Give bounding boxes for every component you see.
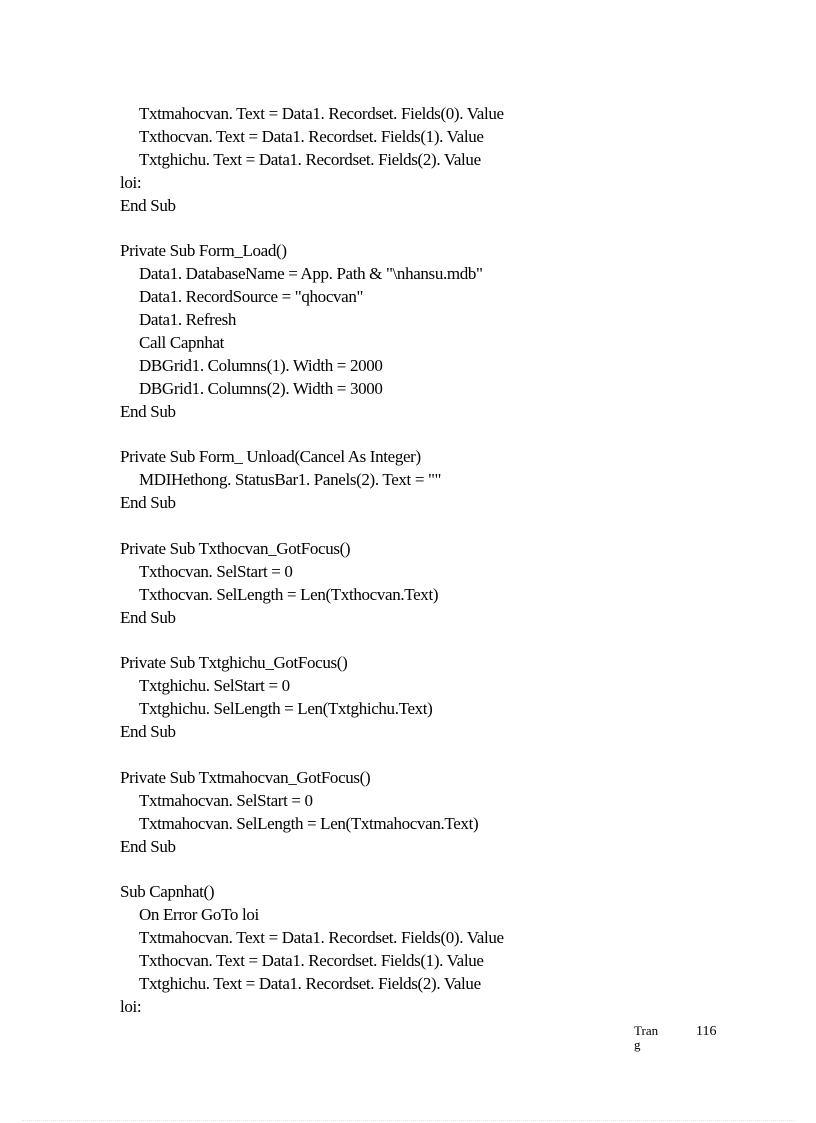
code-listing	[120, 103, 720, 1019]
code-line: Txtghichu. SelLength = Len(Txtghichu.Text)	[139, 699, 433, 719]
blank-line	[120, 217, 720, 240]
code-line: Txthocvan. Text = Data1. Recordset. Fields(1). Value	[139, 126, 484, 146]
code-line: Private Sub Txtghichu_GotFocus()	[120, 653, 348, 673]
code-line: Txthocvan. SelStart = 0	[139, 561, 293, 581]
code-line: Txtmahocvan. Text = Data1. Recordset. Fields(0). Value	[139, 928, 504, 948]
code-line: Txtghichu. Text = Data1. Recordset. Fields(2). Value	[139, 973, 481, 993]
code-line: End Sub	[120, 401, 176, 421]
code-line: End Sub	[120, 493, 176, 513]
code-line: On Error GoTo loi	[139, 905, 259, 925]
code-line: Data1. RecordSource = "qhocvan"	[139, 287, 364, 307]
code-line: loi:	[120, 172, 142, 192]
code-line: Txtmahocvan. SelLength = Len(Txtmahocvan.Text)	[139, 813, 479, 833]
code-line: DBGrid1. Columns(1). Width = 2000	[139, 355, 383, 375]
blank-line	[120, 515, 720, 538]
code-line: loi:	[120, 996, 142, 1016]
code-line: Private Sub Form_ Unload(Cancel As Integer)	[120, 447, 421, 467]
code-line: MDIHethong. StatusBar1. Panels(2). Text = ""	[139, 470, 442, 490]
blank-line	[120, 858, 720, 881]
code-line: Private Sub Txtmahocvan_GotFocus()	[120, 767, 371, 787]
page-number: 116	[696, 1024, 717, 1039]
code-line: Sub Capnhat()	[120, 882, 215, 902]
blank-line	[120, 744, 720, 767]
code-line: Txthocvan. SelLength = Len(Txthocvan.Text)	[139, 584, 439, 604]
code-line: Data1. DatabaseName = App. Path & "\nhansu.mdb"	[139, 264, 483, 284]
blank-line	[120, 423, 720, 446]
page-bottom-divider	[22, 1120, 794, 1121]
code-line: End Sub	[120, 607, 176, 627]
code-line: Call Capnhat	[139, 332, 225, 352]
blank-line	[120, 629, 720, 652]
code-line: Txtghichu. SelStart = 0	[139, 676, 290, 696]
page-label: Trang	[634, 1023, 659, 1052]
code-line: End Sub	[120, 836, 176, 856]
code-line: Txtghichu. Text = Data1. Recordset. Fields(2). Value	[139, 149, 481, 169]
code-line: End Sub	[120, 722, 176, 742]
code-line: End Sub	[120, 195, 176, 215]
code-line: Txtmahocvan. SelStart = 0	[139, 790, 313, 810]
code-line: Private Sub Txthocvan_GotFocus()	[120, 538, 351, 558]
code-line: Txthocvan. Text = Data1. Recordset. Fields(1). Value	[139, 950, 484, 970]
code-line: Txtmahocvan. Text = Data1. Recordset. Fields(0). Value	[139, 104, 504, 123]
code-line: DBGrid1. Columns(2). Width = 3000	[139, 378, 383, 398]
code-line: Private Sub Form_Load()	[120, 241, 287, 261]
code-line: Data1. Refresh	[139, 310, 237, 330]
